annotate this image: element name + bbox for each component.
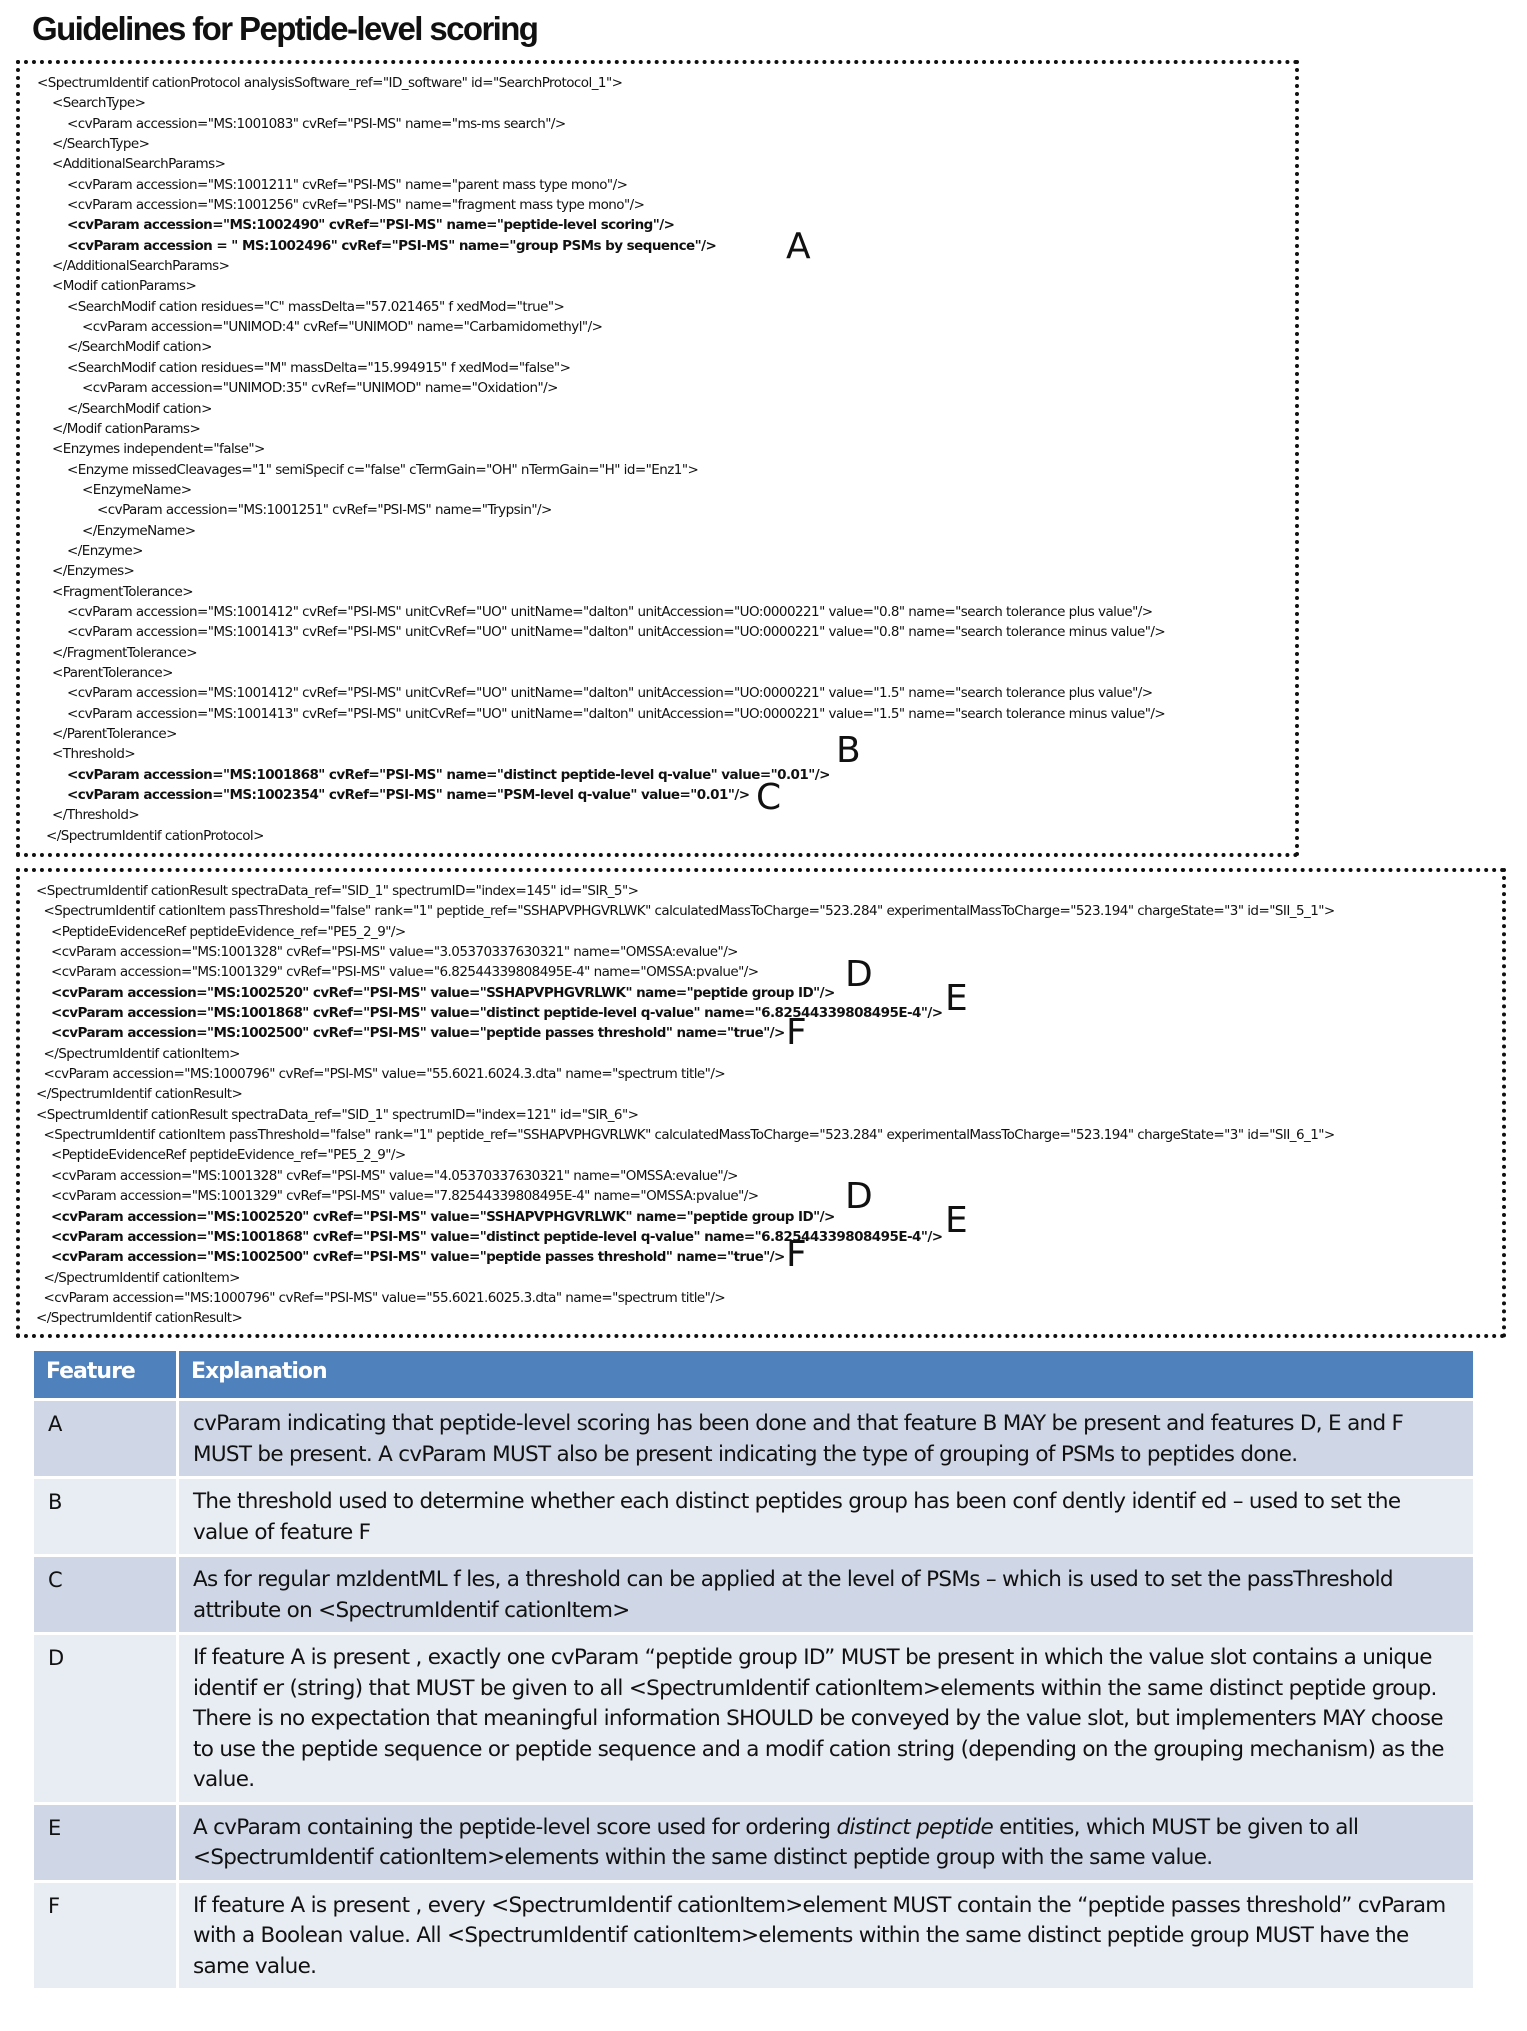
feature-cell: E — [33, 1803, 178, 1881]
marker-b: B — [836, 730, 861, 771]
explanation-cell: The threshold used to determine whether each distinct peptides group has been conf dently identif ed – used to set the value of feature F — [178, 1478, 1475, 1556]
xml-line: <Modif cationParams> — [52, 278, 197, 295]
protocol-xml-box — [16, 60, 1299, 857]
xml-line: <SearchModif cation residues="C" massDelta="57.021465" f xedMod="true"> — [67, 298, 565, 315]
table-row — [33, 1556, 1475, 1634]
page-title: Guidelines for Peptide-level scoring — [32, 10, 538, 47]
xml-line: <cvParam accession="MS:1000796" cvRef="PSI-MS" value="55.6021.6025.3.dta" name="spectrum title"/> — [43, 1289, 726, 1306]
xml-line: <cvParam accession="MS:1002500" cvRef="PSI-MS" value="peptide passes threshold" name="true"/> — [51, 1249, 785, 1266]
xml-line: <cvParam accession="MS:1001329" cvRef="PSI-MS" value="7.82544339808495E-4" name="OMSSA:pvalue"/> — [51, 1188, 759, 1205]
marker-a: A — [786, 226, 811, 267]
xml-line: <Threshold> — [52, 746, 136, 763]
xml-line: <SpectrumIdentif cationResult spectraData_ref="SID_1" spectrumID="index=145" id="SIR_5"> — [36, 883, 639, 899]
explanation-cell: cvParam indicating that peptide-level scoring has been done and that feature B MAY be present and features D, E and F MUST be present. A cvParam MUST also be present indicating the type of grouping of PSMs to peptides done. — [178, 1400, 1475, 1478]
xml-line: </SpectrumIdentif cationProtocol> — [46, 827, 264, 844]
marker-e-1: E — [945, 978, 968, 1019]
xml-line: <cvParam accession="MS:1001412" cvRef="PSI-MS" unitCvRef="UO" unitName="dalton" unitAccession="UO:0000221" value="1.5" name="search tolerance plus value"/> — [67, 685, 1153, 702]
xml-line: <Enzymes independent="false"> — [52, 441, 265, 458]
xml-line: <cvParam accession="MS:1002490" cvRef="PSI-MS" name="peptide-level scoring"/> — [67, 217, 675, 234]
header-explanation: Explanation — [178, 1350, 1475, 1400]
table-row — [33, 1478, 1475, 1556]
table-header-row — [33, 1350, 1475, 1400]
xml-line: <SpectrumIdentif cationItem passThreshold="false" rank="1" peptide_ref="SSHAPVPHGVRLWK" calculatedMassToCharge="523.284" experimentalMassToCharge="523.194" chargeState="3" id="SII_5_1"> — [43, 903, 1335, 920]
xml-line: <SpectrumIdentif cationItem passThreshold="false" rank="1" peptide_ref="SSHAPVPHGVRLWK" calculatedMassToCharge="523.284" experimentalMassToCharge="523.194" chargeState="3" id="SII_6_1"> — [43, 1127, 1335, 1144]
explanation-emphasis: distinct peptide — [836, 1814, 993, 1840]
xml-line: <cvParam accession="MS:1001083" cvRef="PSI-MS" name="ms-ms search"/> — [67, 115, 566, 132]
xml-line: <cvParam accession="MS:1002500" cvRef="PSI-MS" value="peptide passes threshold" name="true"/> — [51, 1025, 785, 1042]
xml-line: <cvParam accession="UNIMOD:4" cvRef="UNIMOD" name="Carbamidomethyl"/> — [82, 319, 603, 336]
xml-line: <cvParam accession="MS:1000796" cvRef="PSI-MS" value="55.6021.6024.3.dta" name="spectrum title"/> — [43, 1066, 726, 1083]
protocol-xml-code — [20, 64, 1295, 846]
xml-line: <cvParam accession="MS:1001413" cvRef="PSI-MS" unitCvRef="UO" unitName="dalton" unitAccession="UO:0000221" value="0.8" name="search tolerance minus value"/> — [67, 624, 1166, 641]
xml-line: </SpectrumIdentif cationItem> — [43, 1045, 240, 1062]
result-xml-code — [20, 872, 1502, 1329]
feature-cell: D — [33, 1634, 178, 1804]
marker-f-1: F — [786, 1012, 807, 1053]
xml-line: </SpectrumIdentif cationItem> — [43, 1269, 240, 1286]
result-xml-box — [16, 868, 1506, 1338]
xml-line: <PeptideEvidenceRef peptideEvidence_ref="PE5_2_9"/> — [51, 923, 406, 940]
xml-line: </FragmentTolerance> — [52, 644, 198, 661]
xml-line: <cvParam accession="MS:1002520" cvRef="PSI-MS" value="SSHAPVPHGVRLWK" name="peptide group ID"/> — [51, 1208, 835, 1225]
xml-line: <cvParam accession="MS:1001328" cvRef="PSI-MS" value="4.05370337630321" name="OMSSA:evalue"/> — [51, 1167, 738, 1184]
xml-line: <cvParam accession="MS:1002520" cvRef="PSI-MS" value="SSHAPVPHGVRLWK" name="peptide group ID"/> — [51, 984, 835, 1001]
xml-line: </Enzymes> — [52, 563, 135, 580]
xml-line: </SearchModif cation> — [67, 400, 212, 417]
xml-line: <cvParam accession="MS:1001413" cvRef="PSI-MS" unitCvRef="UO" unitName="dalton" unitAccession="UO:0000221" value="1.5" name="search tolerance minus value"/> — [67, 705, 1166, 722]
table-row — [33, 1400, 1475, 1478]
xml-line: <SpectrumIdentif cationProtocol analysisSoftware_ref="ID_software" id="SearchProtocol_1"> — [37, 75, 623, 91]
xml-line: <cvParam accession="UNIMOD:35" cvRef="UNIMOD" name="Oxidation"/> — [82, 380, 558, 397]
xml-line: <FragmentTolerance> — [52, 583, 194, 600]
xml-line: <SearchType> — [52, 95, 146, 112]
features-table — [31, 1348, 1476, 1991]
xml-line: <cvParam accession="MS:1001211" cvRef="PSI-MS" name="parent mass type mono"/> — [67, 176, 628, 193]
table-row — [33, 1803, 1475, 1881]
xml-line: </ParentTolerance> — [52, 726, 177, 742]
xml-line: </SpectrumIdentif cationResult> — [36, 1086, 243, 1103]
explanation-text: A cvParam containing the peptide-level score used for ordering — [193, 1814, 837, 1840]
header-feature: Feature — [33, 1350, 178, 1400]
xml-line: <AdditionalSearchParams> — [52, 156, 226, 173]
xml-line: <cvParam accession="MS:1001412" cvRef="PSI-MS" unitCvRef="UO" unitName="dalton" unitAccession="UO:0000221" value="0.8" name="search tolerance plus value"/> — [67, 603, 1153, 620]
feature-cell: C — [33, 1556, 178, 1634]
explanation-cell — [178, 1803, 1475, 1881]
xml-line: </EnzymeName> — [82, 522, 196, 539]
xml-line: <EnzymeName> — [82, 481, 192, 498]
xml-line: <cvParam accession="MS:1001868" cvRef="PSI-MS" value="distinct peptide-level q-value" name="6.82544339808495E-4"/> — [51, 1005, 943, 1022]
marker-d-2: D — [845, 1176, 873, 1217]
xml-line: <cvParam accession="MS:1002354" cvRef="PSI-MS" name="PSM-level q-value" value="0.01"/> — [67, 787, 750, 804]
xml-line: <SpectrumIdentif cationResult spectraData_ref="SID_1" spectrumID="index=121" id="SIR_6"> — [36, 1106, 639, 1123]
explanation-text: entities, which MUST be given to all <SpectrumIdentif cationItem>elements within the same distinct peptide group with the same value. — [193, 1814, 1359, 1870]
xml-line: <cvParam accession="MS:1001256" cvRef="PSI-MS" name="fragment mass type mono"/> — [67, 197, 645, 214]
xml-line: <cvParam accession="MS:1001329" cvRef="PSI-MS" value="6.82544339808495E-4" name="OMSSA:pvalue"/> — [51, 964, 759, 981]
explanation-cell: As for regular mzIdentML f les, a threshold can be applied at the level of PSMs – which is used to set the passThreshold attribute on <SpectrumIdentif cationItem> — [178, 1556, 1475, 1634]
feature-cell: B — [33, 1478, 178, 1556]
explanation-cell: If feature A is present , exactly one cvParam “peptide group ID” MUST be present in which the value slot contains a unique identif er (string) that MUST be given to all <SpectrumIdentif cationItem>elements within the same distinct peptide group. There is no expectation that meaningful information SHOULD be conveyed by the value slot, but implementers MAY choose to use the peptide sequence or peptide sequence and a modif cation string (depending on the grouping mechanism) as the value. — [178, 1634, 1475, 1804]
table-row — [33, 1634, 1475, 1804]
xml-line: </Modif cationParams> — [52, 420, 201, 437]
feature-cell: F — [33, 1881, 178, 1990]
marker-e-2: E — [945, 1200, 968, 1241]
xml-line: </SearchType> — [52, 136, 150, 153]
marker-d-1: D — [845, 954, 873, 995]
xml-line: <cvParam accession="MS:1001868" cvRef="PSI-MS" value="distinct peptide-level q-value" name="6.82544339808495E-4"/> — [51, 1228, 943, 1245]
table-row — [33, 1881, 1475, 1990]
xml-line: </AdditionalSearchParams> — [52, 258, 230, 275]
xml-line: <cvParam accession="MS:1001868" cvRef="PSI-MS" name="distinct peptide-level q-value" value="0.01"/> — [67, 766, 830, 783]
xml-line: </Threshold> — [52, 807, 140, 824]
marker-f-2: F — [786, 1234, 807, 1275]
xml-line: </SpectrumIdentif cationResult> — [36, 1310, 243, 1327]
xml-line: <PeptideEvidenceRef peptideEvidence_ref="PE5_2_9"/> — [51, 1147, 406, 1164]
xml-line: </Enzyme> — [67, 542, 143, 559]
marker-c: C — [756, 777, 782, 818]
xml-line: <cvParam accession="MS:1001328" cvRef="PSI-MS" value="3.05370337630321" name="OMSSA:evalue"/> — [51, 944, 738, 961]
xml-line: <cvParam accession="MS:1001251" cvRef="PSI-MS" name="Trypsin"/> — [97, 502, 552, 519]
xml-line: <SearchModif cation residues="M" massDelta="15.994915" f xedMod="false"> — [67, 359, 571, 376]
xml-line: <Enzyme missedCleavages="1" semiSpecif c="false" cTermGain="OH" nTermGain="H" id="Enz1"> — [67, 461, 699, 478]
xml-line: </SearchModif cation> — [67, 339, 212, 356]
xml-line: <cvParam accession = " MS:1002496" cvRef="PSI-MS" name="group PSMs by sequence"/> — [67, 237, 717, 254]
xml-line: <ParentTolerance> — [52, 664, 173, 681]
feature-cell: A — [33, 1400, 178, 1478]
explanation-cell: If feature A is present , every <SpectrumIdentif cationItem>element MUST contain the “peptide passes threshold” cvParam with a Boolean value. All <SpectrumIdentif cationItem>elements within the same distinct peptide group MUST have the same value. — [178, 1881, 1475, 1990]
